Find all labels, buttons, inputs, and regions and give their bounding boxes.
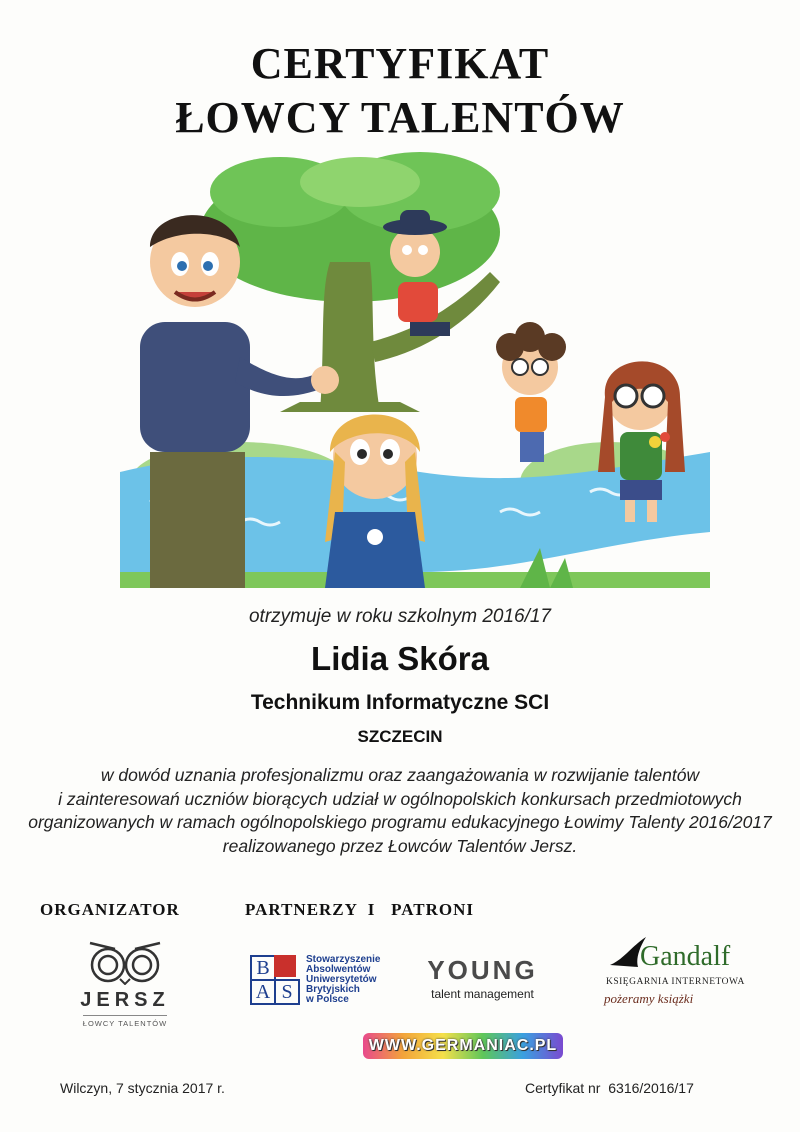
bas-logo — [250, 955, 400, 1005]
bas-line: Uniwersytetów — [306, 974, 377, 985]
gandalf-tagline: KSIĘGARNIA INTERNETOWA — [606, 977, 745, 987]
bas-line: Absolwentów — [306, 964, 371, 975]
school-city: SZCZECIN — [357, 727, 443, 746]
bas-line: w Polsce — [306, 994, 349, 1005]
certificate-number: Certyfikat nr 6316/2016/17 — [525, 1080, 694, 1096]
place-date: Wilczyn, 7 stycznia 2017 r. — [60, 1080, 225, 1096]
bas-line: Brytyjskich — [306, 984, 360, 995]
gandalf-name: Gandalf — [640, 941, 731, 972]
germaniac-logo — [363, 1033, 563, 1059]
jersz-logo — [70, 935, 180, 1030]
body-line: w dowód uznania profesjonalizmu oraz zaangażowania w rozwijanie talentów — [100, 765, 700, 785]
intro-text: otrzymuje w roku szkolnym 2016/17 — [248, 606, 551, 627]
illustration — [120, 152, 710, 588]
bas-emblem — [250, 955, 298, 1003]
recipient-name: Lidia Skóra — [311, 640, 489, 677]
body-line: organizowanych w ramach ogólnopolskiego programu edukacyjnego Łowimy Talenty 2016/2017 — [28, 812, 772, 832]
bas-letter-s: S — [274, 979, 300, 1005]
young-name: YOUNG — [427, 955, 538, 985]
jersz-tagline: ŁOWCY TALENTÓW — [82, 1019, 168, 1028]
bas-letter-a: A — [250, 979, 276, 1005]
young-tagline: talent management — [431, 987, 534, 1001]
body-paragraph — [0, 764, 800, 858]
organizer-label: ORGANIZATOR — [40, 900, 180, 919]
germaniac-text: WWW.GERMANIAC.PL — [368, 1037, 558, 1054]
jersz-name: JERSZ — [80, 989, 170, 1011]
body-line: realizowanego przez Łowców Talentów Jersz. — [222, 835, 578, 856]
bas-text — [306, 955, 380, 1005]
partners-label: PARTNERZY I PATRONI — [245, 900, 475, 919]
certificate-title-line1: CERTYFIKAT — [250, 39, 550, 88]
gandalf-slogan: pożeramy książki — [604, 991, 694, 1006]
bas-letter-b: B — [250, 955, 276, 981]
gandalf-logo — [598, 935, 748, 1015]
owl-eyes-icon — [70, 935, 180, 985]
certificate-title-line2: ŁOWCY TALENTÓW — [175, 93, 625, 142]
young-logo — [420, 955, 545, 1001]
bas-line: Stowarzyszenie — [306, 954, 381, 965]
body-line: i zainteresowań uczniów biorących udział w ogólnopolskich konkursach przedmiotowych — [58, 788, 742, 809]
school-name: Technikum Informatyczne SCI — [250, 691, 550, 714]
